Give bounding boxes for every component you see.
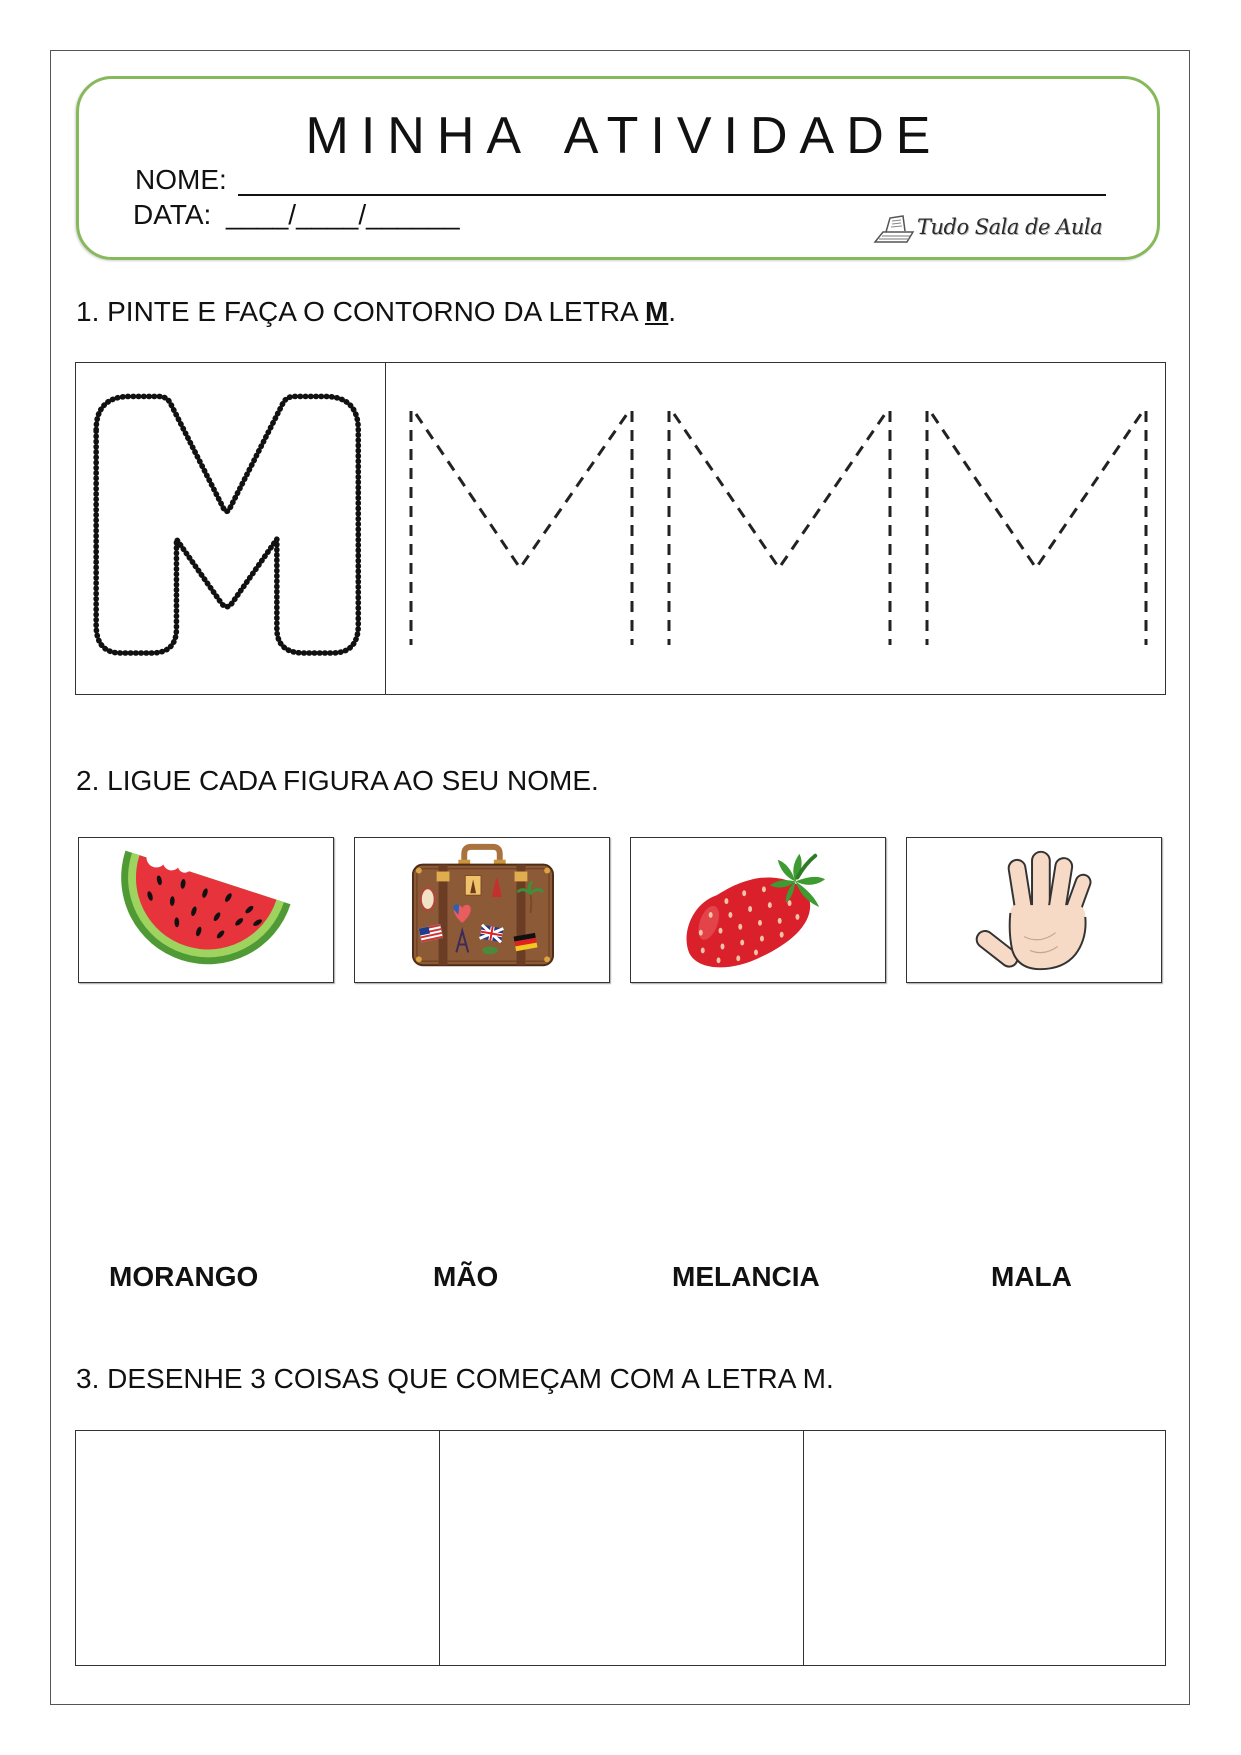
drawing-divider-2 — [803, 1430, 804, 1666]
page-title: MINHA ATIVIDADE — [305, 107, 943, 165]
drawing-divider-1 — [439, 1430, 440, 1666]
logo — [873, 208, 1113, 250]
dashed-letter-m-1 — [411, 411, 632, 645]
dashed-letter-m-3 — [927, 411, 1146, 645]
word-mala: MALA — [991, 1261, 1072, 1292]
drawing-box — [75, 1430, 1166, 1666]
section1-heading-text: 1. PINTE E FAÇA O CONTORNO DA LETRA — [76, 296, 645, 327]
date-blank: ____/____/______ — [226, 199, 460, 230]
picture-box-suitcase — [354, 837, 610, 983]
hand-icon — [907, 838, 1161, 982]
watermelon-icon — [79, 838, 333, 982]
word-morango: MORANGO — [109, 1261, 259, 1292]
section1-heading-suffix: . — [668, 296, 677, 327]
picture-box-hand — [906, 837, 1162, 983]
section3-heading: 3. DESENHE 3 COISAS QUE COMEÇAM COM A LETRA M. — [76, 1363, 834, 1394]
name-line — [238, 194, 1106, 196]
word-melancia: MELANCIA — [672, 1261, 820, 1292]
name-label: NOME: — [135, 164, 227, 195]
word-mao: MÃO — [433, 1261, 499, 1292]
dashed-letters — [386, 362, 1166, 695]
dashed-letter-m-2 — [669, 411, 890, 645]
suitcase-icon — [355, 838, 609, 982]
section1-heading-letter: M — [644, 296, 669, 327]
strawberry-icon — [631, 838, 885, 982]
picture-box-watermelon — [78, 837, 334, 983]
date-label: DATA: — [133, 199, 212, 230]
logo-book-icon — [873, 212, 915, 246]
picture-box-strawberry — [630, 837, 886, 983]
section1-heading — [76, 298, 676, 326]
logo-text: Tudo Sala de Aula — [917, 215, 1103, 239]
outlined-letter-m — [85, 385, 375, 670]
section2-heading: 2. LIGUE CADA FIGURA AO SEU NOME. — [76, 765, 599, 796]
